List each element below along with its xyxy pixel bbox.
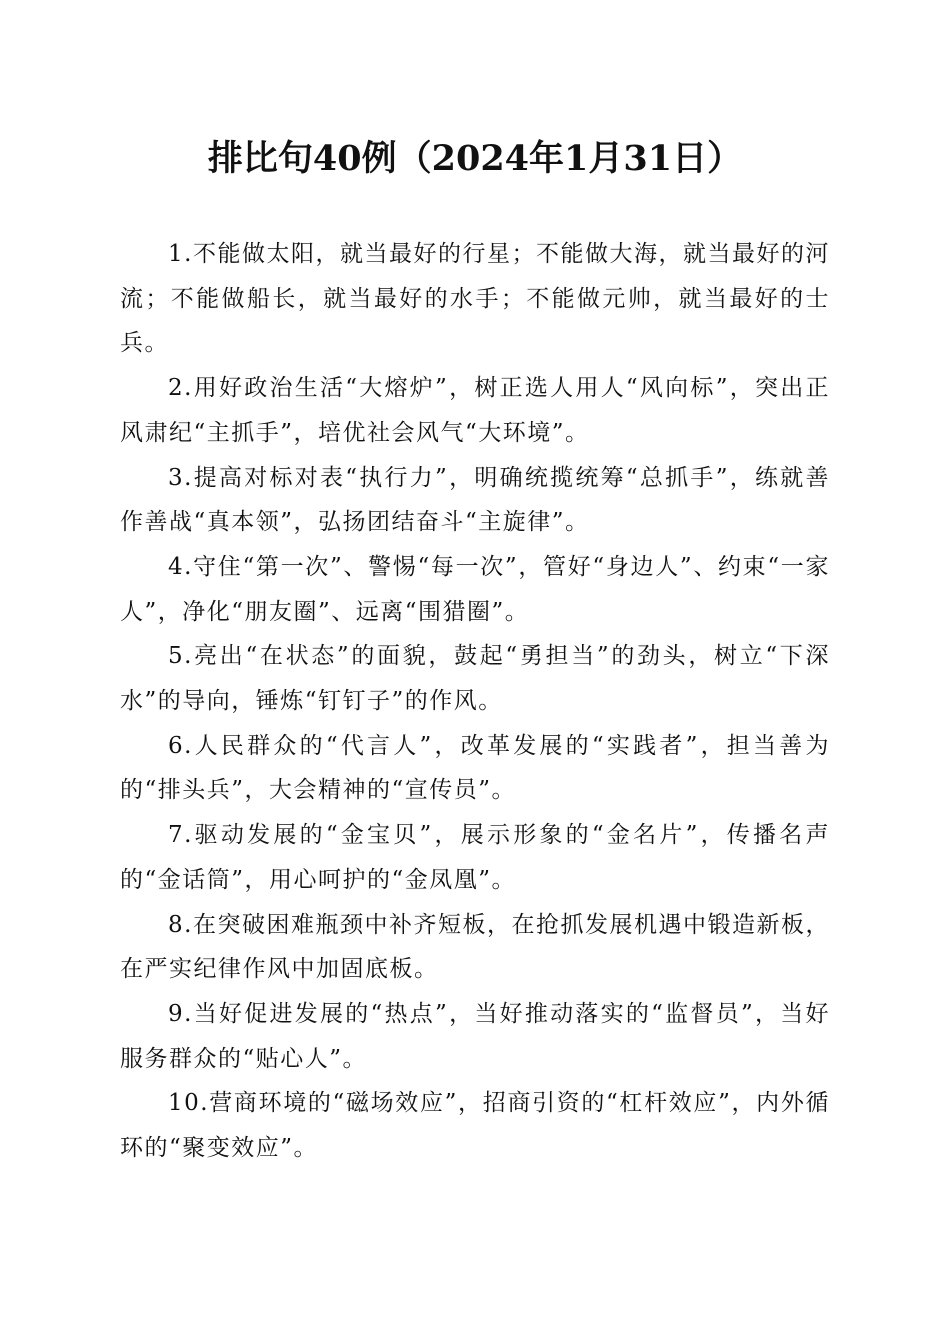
paragraph-6: 6.人民群众的“代言人”，改革发展的“实践者”，担当善为的“排头兵”，大会精神的“宣传员”。 bbox=[120, 732, 830, 804]
paragraph-3: 3.提高对标对表“执行力”，明确统揽统筹“总抓手”，练就善作善战“真本领”，弘扬团结奋斗“主旋律”。 bbox=[120, 464, 830, 536]
paragraph-7: 7.驱动发展的“金宝贝”，展示形象的“金名片”，传播名声的“金话筒”，用心呵护的“金凤凰”。 bbox=[120, 822, 830, 893]
paragraph-10: 10.营商环境的“磁场效应”，招商引资的“杠杆效应”，内外循环的“聚变效应”。 bbox=[120, 1090, 830, 1162]
paragraph-2: 2.用好政治生活“大熔炉”，树正选人用人“风向标”，突出正风肃纪“主抓手”，培优社会风气“大环境”。 bbox=[120, 375, 830, 446]
paragraph-1: 1.不能做太阳，就当最好的行星；不能做大海，就当最好的河流；不能做船长，就当最好的水手；不能做元帅，就当最好的士兵。 bbox=[120, 241, 830, 357]
paragraph-4: 4.守住“第一次”、警惕“每一次”，管好“身边人”、约束“一家人”，净化“朋友圈”、远离“围猎圈”。 bbox=[120, 553, 830, 625]
paragraph-8: 8.在突破困难瓶颈中补齐短板，在抢抓发展机遇中锻造新板，在严实纪律作风中加固底板。 bbox=[120, 911, 830, 983]
document-title: 排比句40例（2024年1月31日） bbox=[207, 138, 743, 179]
paragraph-5: 5.亮出“在状态”的面貌，鼓起“勇担当”的劲头，树立“下深水”的导向，锤炼“钉钉子”的作风。 bbox=[120, 643, 830, 715]
paragraph-9: 9.当好促进发展的“热点”，当好推动落实的“监督员”，当好服务群众的“贴心人”。 bbox=[120, 1000, 830, 1072]
document-body bbox=[120, 232, 830, 1171]
